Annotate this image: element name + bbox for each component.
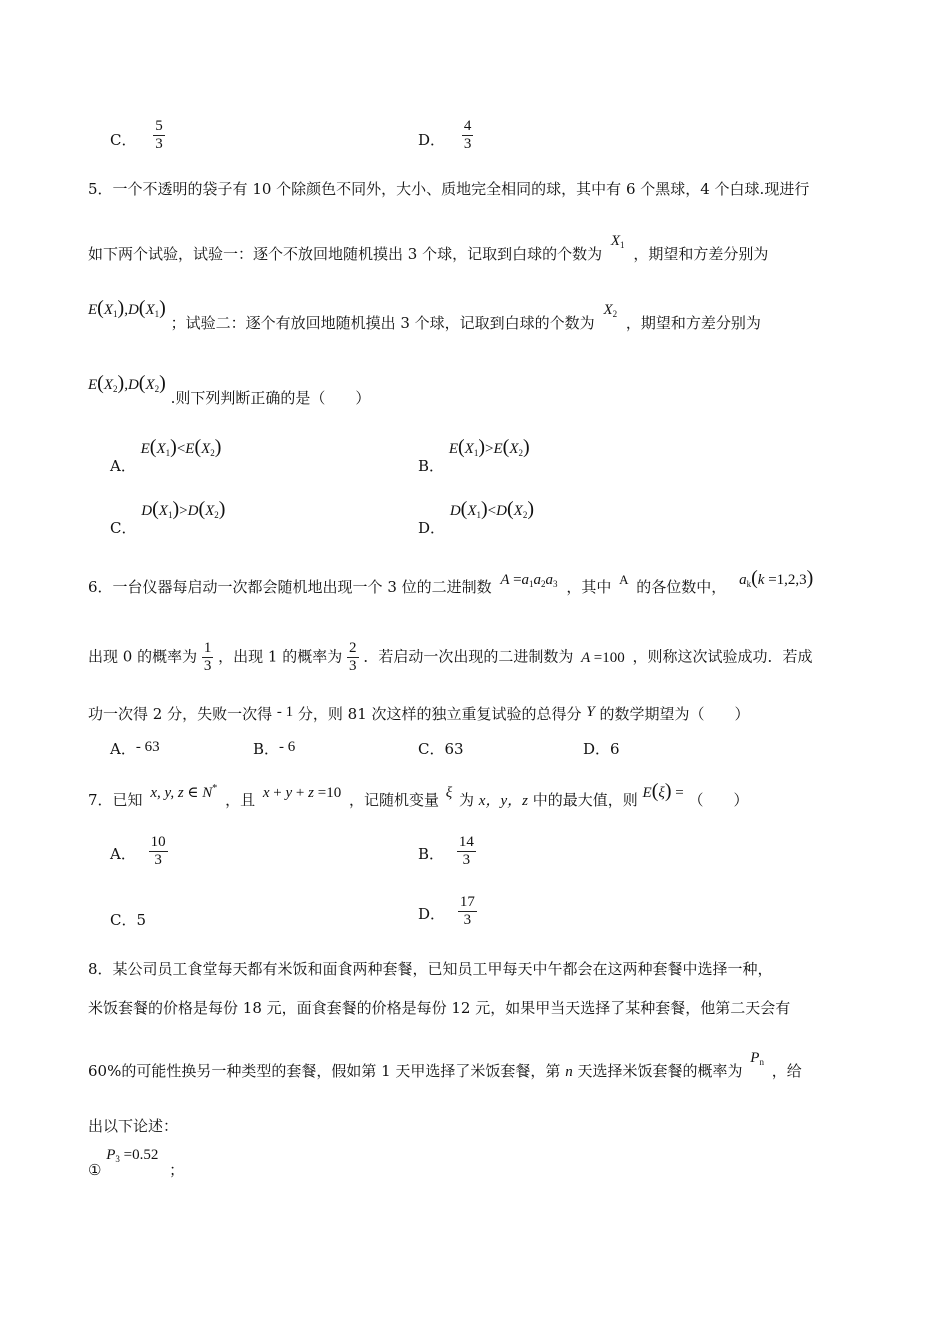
q5-option-d: D． $D(X_1)<D(X_2)$ — [418, 498, 534, 537]
q4-option-d-fraction: $\frac{4}{3}$ — [463, 118, 472, 152]
q4-option-d-letter: D． — [418, 130, 446, 149]
minus-one: - 1 — [276, 704, 294, 720]
q7-option-a: A． $\frac{10}{3}$ — [110, 834, 166, 868]
ak-k123: $a_k(k =1,2,3)$ — [739, 567, 814, 589]
x-plus-y-plus-z-eq-10: x + y + z =10 — [262, 785, 342, 801]
q5-option-c: C． $D(X_1)>D(X_2)$ — [110, 498, 226, 537]
p3-equals: $P_3 =0.52$ — [106, 1147, 159, 1164]
q7-line-1: 7．已知 x, y, z ∈ N* ，且 x + y + z =10 ，记随机变量 ξ 为 x，y，z 中的最大值，则 E(ξ) = （ ） — [88, 780, 749, 809]
q6-option-a: A．- 63 — [110, 739, 160, 758]
q7-option-d-fraction: $\frac{17}{3}$ — [459, 894, 475, 928]
q5-option-a: A． $E(X_1)<E(X_2)$ — [110, 436, 222, 475]
q7-option-d: D． $\frac{17}{3}$ — [418, 894, 475, 928]
e-x1-d-x1: $E(X_1),D(X_1)$ — [88, 297, 166, 319]
q6-line-3: 功一次得 2 分，失败一次得 - 1 分，则 81 次这样的独立重复试验的总得分 Y 的数学期望为（ ） — [88, 704, 750, 723]
q4-option-c — [110, 118, 165, 153]
x1-symbol: $X_1$ — [610, 233, 625, 250]
q4-option-c-fraction: $\frac{5}{3}$ — [155, 118, 163, 152]
circled-one: ① — [88, 1161, 102, 1179]
q5-option-b: B． $E(X_1)>E(X_2)$ — [418, 436, 530, 475]
a-equals-100: A =100 — [581, 649, 625, 666]
q6-option-b: B．- 6 — [253, 739, 296, 758]
q7-vars: x，y，z — [478, 793, 528, 809]
q7-option-a-fraction: $\frac{10}{3}$ — [150, 834, 166, 868]
xyz-in-n-star: x, y, z ∈ N* — [150, 783, 218, 801]
a-symbol: A — [619, 572, 629, 587]
q5-option-a-formula: $E(X_1)<E(X_2)$ — [140, 436, 222, 458]
q7-option-b-fraction: $\frac{14}{3}$ — [458, 834, 474, 868]
q5-option-b-formula: $E(X_1)>E(X_2)$ — [448, 436, 530, 458]
pn-symbol: $P_n$ — [750, 1050, 764, 1067]
x2-symbol: $X_2$ — [603, 302, 618, 319]
q7-option-c: C．5 — [110, 911, 147, 929]
a-equals-a1a2a3: $A =a_1a_2a_3$ — [500, 572, 558, 589]
e-x2-d-x2: $E(X_2),D(X_2)$ — [88, 372, 166, 394]
q4-option-d — [418, 118, 473, 153]
q5-option-c-formula: $D(X_1)>D(X_2)$ — [141, 498, 226, 520]
q6-option-c: C．63 — [418, 740, 464, 758]
p-one-fraction: $\frac{2}{3}$ — [349, 640, 357, 674]
q4-option-c-letter: C． — [110, 130, 137, 149]
q8-line-3: 60%的可能性换另一种类型的套餐，假如第 1 天甲选择了米饭套餐，第 n 天选择米饭套餐的概率为 $P_n$ ，给 — [88, 1050, 802, 1080]
y-symbol: Y — [586, 704, 595, 720]
q5-line-1: 5．一个不透明的袋子有 10 个除颜色不同外，大小、质地完全相同的球，其中有 6 个黑球，4 个白球.现进行 — [88, 180, 810, 198]
xi-symbol: ξ — [445, 785, 453, 801]
q8-item-1: ① $P_3 =0.52$ ； — [88, 1147, 185, 1179]
q8-line-2: 米饭套餐的价格是每份 18 元，面食套餐的价格是每份 12 元，如果甲当天选择了某种套餐，他第二天会有 — [88, 999, 791, 1017]
q5-line-3: $E(X_1),D(X_1)$ ；试验二：逐个有放回地随机摸出 3 个球，记取到白球的个数为 $X_2$ ，期望和方差分别为 — [88, 297, 761, 332]
q8-line-1: 8．某公司员工食堂每天都有米饭和面食两种套餐，已知员工甲每天中午都会在这两种套餐中选择一种， — [88, 960, 773, 978]
q6-line-1: 6．一台仪器每启动一次都会随机地出现一个 3 位的二进制数 $A =a_1a_2a_3$ ，其中 A 的各位数中， $a_k(k =1,2,3)$ — [88, 567, 814, 596]
q6-line-2: 出现 0 的概率为 $\frac{1}{3}$ ，出现 1 的概率为 $\frac{2}{3}$ ．若启动一次出现的二进制数为 A =100 ，则称这次试验成功．若成 — [88, 640, 813, 674]
p-zero-fraction: $\frac{1}{3}$ — [203, 640, 212, 674]
q5-line-4: $E(X_2),D(X_2)$ .则下列判断正确的是（ ） — [88, 372, 371, 407]
q6-option-d: D．6 — [583, 740, 620, 758]
q5-option-d-formula: $D(X_1)<D(X_2)$ — [449, 498, 534, 520]
q5-line-2: 如下两个试验，试验一：逐个不放回地随机摸出 3 个球，记取到白球的个数为 $X_1$ ，期望和方差分别为 — [88, 233, 769, 263]
q8-line-4: 出以下论述： — [88, 1117, 179, 1135]
e-xi-equals: E(ξ) = — [642, 780, 684, 802]
q7-option-b: B． $\frac{14}{3}$ — [418, 834, 474, 868]
n-symbol: n — [565, 1064, 573, 1080]
